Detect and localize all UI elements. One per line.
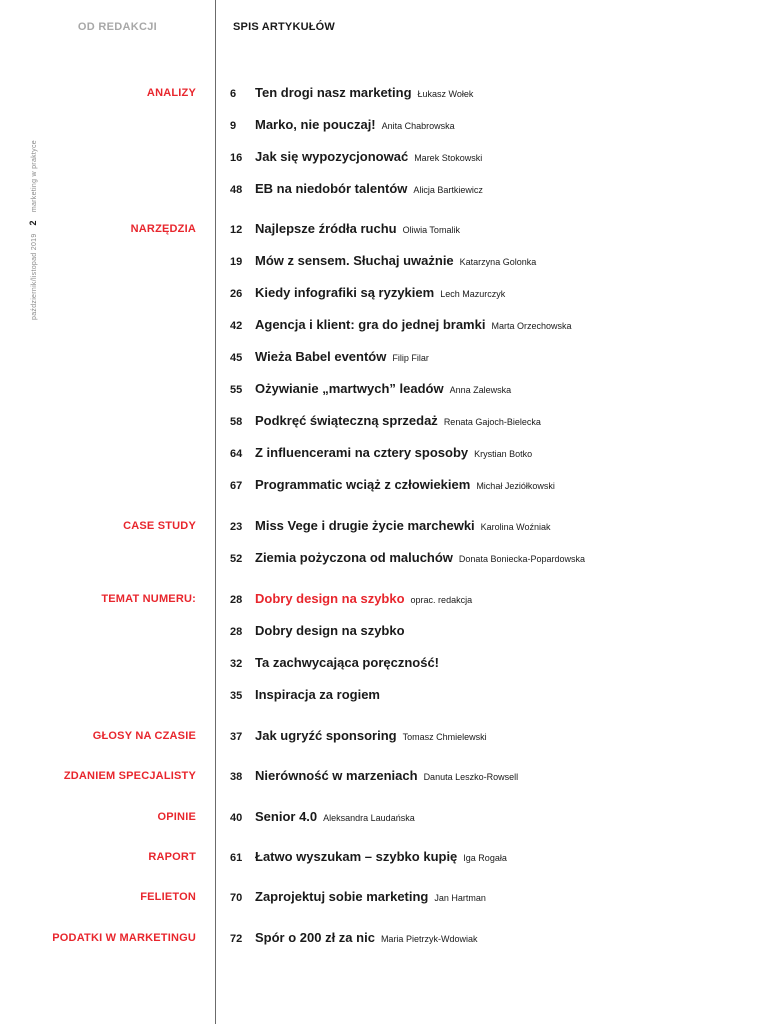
entry-author: oprac. redakcja [410, 595, 473, 605]
entry-title: Ta zachwycająca poręczność! [255, 655, 440, 670]
entry-title: Dobry design na szybko [255, 623, 405, 638]
entry-title: Zaprojektuj sobie marketing [255, 889, 429, 904]
entry-page: 32 [230, 658, 243, 670]
entry-title: Łatwo wyszukam – szybko kupię [255, 849, 458, 864]
section-header-editorial: OD REDAKCJI [77, 21, 157, 33]
entry-page: 35 [230, 690, 243, 702]
section-label: ANALIZY [146, 87, 196, 99]
toc-entry[interactable] [230, 889, 486, 904]
toc-entry[interactable] [230, 550, 585, 565]
entry-page: 6 [230, 88, 237, 100]
entry-title: Jak się wypozycjonować [255, 149, 409, 164]
toc-entry[interactable] [230, 413, 541, 428]
entry-author: Karolina Woźniak [480, 522, 551, 532]
toc-entry[interactable] [230, 728, 487, 743]
section-label: PODATKI W MARKETINGU [52, 932, 196, 944]
toc-entry[interactable] [230, 85, 473, 100]
entry-page: 45 [230, 352, 243, 364]
toc-entry-featured[interactable] [230, 591, 472, 606]
toc-entry[interactable] [230, 253, 536, 268]
entry-title: Mów z sensem. Słuchaj uważnie [255, 253, 454, 268]
entry-author: Lech Mazurczyk [440, 289, 506, 299]
entry-title: Ten drogi nasz marketing [255, 85, 412, 100]
toc-entry[interactable] [230, 477, 555, 492]
entry-page: 23 [230, 521, 243, 533]
entry-title: Najlepsze źródła ruchu [255, 221, 397, 236]
issue-date: październik/listopad 2019 [31, 233, 38, 320]
entry-title: Dobry design na szybko [255, 591, 405, 606]
toc-entry[interactable] [230, 181, 483, 196]
entry-page: 40 [230, 812, 243, 824]
magazine-name: marketing w praktyce [31, 140, 38, 213]
entry-author: Donata Boniecka-Popardowska [458, 554, 585, 564]
entry-page: 64 [230, 448, 243, 460]
page-margin-note [28, 140, 38, 320]
section-label: GŁOSY NA CZASIE [92, 730, 196, 742]
entry-page: 48 [230, 184, 243, 196]
entry-page: 12 [230, 224, 243, 236]
entry-title: Z influencerami na cztery sposoby [255, 445, 469, 460]
entry-author: Marek Stokowski [414, 153, 483, 163]
toc-entry[interactable] [230, 149, 482, 164]
toc-entry[interactable] [230, 317, 571, 332]
entry-title: Ziemia pożyczona od maluchów [255, 550, 453, 565]
entry-author: Oliwia Tomalik [402, 225, 460, 235]
section-header-contents: SPIS ARTYKUŁÓW [233, 21, 336, 33]
entry-page: 37 [230, 731, 243, 743]
section-label: CASE STUDY [123, 520, 196, 532]
entry-page: 26 [230, 288, 243, 300]
toc-entry[interactable] [230, 655, 439, 670]
entry-page: 55 [230, 384, 243, 396]
toc-entry[interactable] [230, 809, 415, 824]
toc-entry[interactable] [230, 518, 551, 533]
section-label: ZDANIEM SPECJALISTY [63, 770, 196, 782]
entry-title: Marko, nie pouczaj! [255, 117, 376, 132]
entry-author: Krystian Botko [474, 449, 533, 459]
entry-page: 52 [230, 553, 243, 565]
column-divider [215, 0, 216, 1024]
entry-page: 42 [230, 320, 243, 332]
entry-page: 28 [230, 594, 243, 606]
entry-author: Łukasz Wołek [417, 89, 474, 99]
toc-entry[interactable] [230, 381, 511, 396]
entry-author: Anna Zalewska [449, 385, 512, 395]
toc-entry[interactable] [230, 768, 518, 783]
entry-author: Michał Jeziółkowski [476, 481, 555, 491]
section-label: FELIETON [140, 891, 196, 903]
entry-page: 9 [230, 120, 237, 132]
entry-title: Spór o 200 zł za nic [255, 930, 375, 945]
toc-entry[interactable] [230, 221, 460, 236]
entry-title: Podkręć świąteczną sprzedaż [255, 413, 438, 428]
toc-entry[interactable] [230, 117, 455, 132]
toc-entry[interactable] [230, 285, 505, 300]
entry-title: EB na niedobór talentów [255, 181, 408, 196]
entry-author: Aleksandra Laudańska [323, 813, 415, 823]
entry-author: Filip Filar [392, 353, 429, 363]
entry-page: 70 [230, 892, 243, 904]
entry-author: Anita Chabrowska [381, 121, 455, 131]
entry-title: Inspiracja za rogiem [255, 687, 380, 702]
toc-entry[interactable] [230, 687, 380, 702]
entry-author: Jan Hartman [434, 893, 486, 903]
entry-title: Jak ugryźć sponsoring [255, 728, 397, 743]
page-number: 2 [28, 220, 38, 226]
entry-author: Renata Gajoch-Bielecka [443, 417, 541, 427]
entry-author: Iga Rogała [463, 853, 507, 863]
entry-title: Senior 4.0 [255, 809, 318, 824]
entry-author: Katarzyna Golonka [459, 257, 537, 267]
entry-title: Programmatic wciąż z człowiekiem [255, 477, 471, 492]
toc-entry[interactable] [230, 349, 429, 364]
entry-title: Ożywianie „martwych” leadów [255, 381, 444, 396]
entry-author: Alicja Bartkiewicz [413, 185, 483, 195]
entry-page: 58 [230, 416, 243, 428]
entry-author: Tomasz Chmielewski [402, 732, 487, 742]
entry-title: Agencja i klient: gra do jednej bramki [255, 317, 486, 332]
entry-page: 28 [230, 626, 243, 638]
entry-page: 19 [230, 256, 243, 268]
entry-author: Marta Orzechowska [491, 321, 572, 331]
entry-title: Wieża Babel eventów [255, 349, 387, 364]
entry-title: Kiedy infografiki są ryzykiem [255, 285, 435, 300]
entry-page: 38 [230, 771, 243, 783]
entry-page: 16 [230, 152, 243, 164]
section-label: TEMAT NUMERU: [101, 593, 196, 605]
toc-entry[interactable] [230, 930, 477, 945]
entry-page: 72 [230, 933, 243, 945]
toc-entry[interactable] [230, 623, 405, 638]
entry-author: Maria Pietrzyk-Wdowiak [380, 934, 478, 944]
entry-page: 61 [230, 852, 243, 864]
section-label: OPINIE [157, 811, 196, 823]
section-label: RAPORT [148, 851, 196, 863]
toc-entry[interactable] [230, 445, 532, 460]
entry-title: Nierówność w marzeniach [255, 768, 418, 783]
entry-title: Miss Vege i drugie życie marchewki [255, 518, 475, 533]
section-label: NARZĘDZIA [130, 223, 196, 235]
toc-entry[interactable] [230, 849, 507, 864]
entry-author: Danuta Leszko-Rowsell [423, 772, 519, 782]
entry-page: 67 [230, 480, 243, 492]
